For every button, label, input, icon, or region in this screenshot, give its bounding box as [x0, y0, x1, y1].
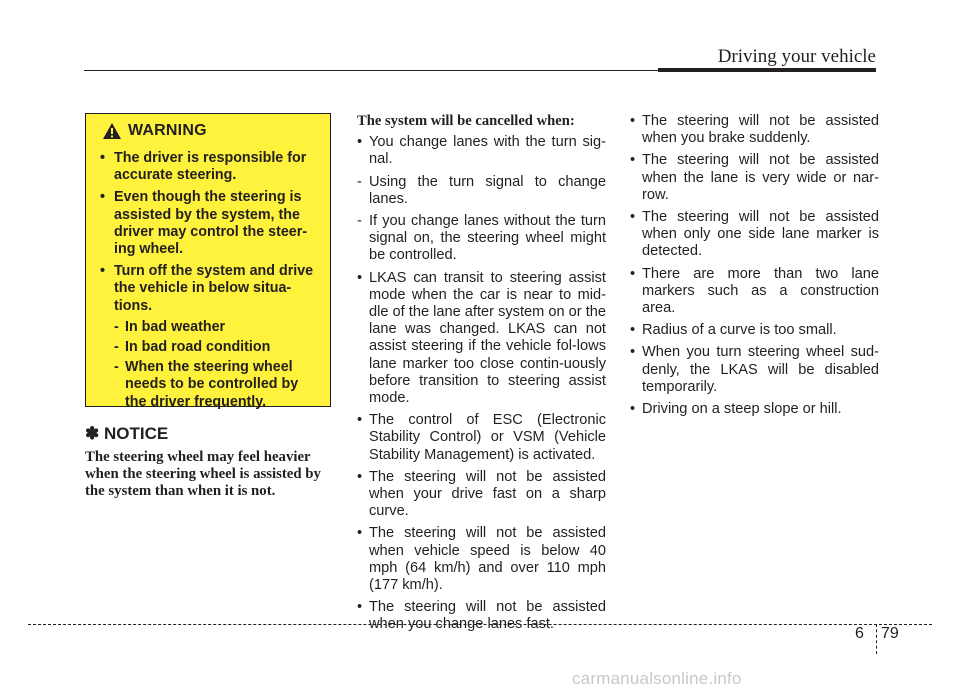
list-item: • Driving on a steep slope or hill.: [630, 401, 842, 418]
chapter-number: 6: [855, 625, 864, 642]
list-item: • The steering will not be assisted when you change lanes fast.: [357, 599, 606, 633]
list-item: • The steering will not be assisted when vehicle speed is below 40 mph (64 km/h) and over 110 mph (177 km/h).: [357, 525, 606, 594]
list-item: • LKAS can transit to steering assist mode when the car is near to mid-dle of the lane after system on or the lane was changed. LKAS can not assist steering if the vehicle fol-lows lane marker too close contin-uously before transition to steering assist mode.: [357, 269, 606, 407]
cancel-lead: The system will be cancelled when:: [357, 113, 575, 129]
warning-triangle-icon: [102, 122, 122, 140]
header-rule-accent: [658, 68, 876, 72]
list-item: • Radius of a curve is too small.: [630, 322, 837, 339]
warning-box: [85, 113, 331, 410]
column-not-assisted: [630, 113, 879, 423]
column-cancel-conditions: [357, 113, 606, 639]
warning-item: • The driver is responsible for accurate steering.: [100, 150, 307, 184]
warning-item: • Even though the steering is assisted by the system, the driver may control the steer-ing wheel.: [100, 189, 308, 258]
warning-title: WARNING: [128, 122, 207, 140]
footer-divider: [876, 624, 877, 654]
list-item: • There are more than two lane markers such as a construction area.: [630, 265, 879, 317]
cancel-list: [357, 134, 606, 633]
list-item: • The steering will not be assisted when your drive fast on a sharp curve.: [357, 468, 606, 520]
warning-sub-item: - In bad road condition: [114, 339, 271, 356]
list-item: • When you turn steering wheel sud-denly, the LKAS will be disabled temporarily.: [630, 344, 879, 395]
list-item: - If you change lanes without the turn signal on, the steering wheel might be controlled.: [357, 213, 606, 264]
footer-rule: [28, 624, 932, 625]
page-number: 79: [881, 625, 899, 642]
warning-list: [100, 150, 322, 411]
warning-header: [102, 122, 322, 140]
list-item: • The steering will not be assisted when the lane is very wide or nar-row.: [630, 152, 879, 203]
list-item: • The steering will not be assisted when you brake suddenly.: [630, 113, 879, 147]
watermark: carmanualsonline.info: [572, 669, 742, 688]
list-item: - Using the turn signal to change lanes.: [357, 173, 606, 207]
list-item: • You change lanes with the turn sig-nal.: [357, 134, 606, 168]
list-item: • The steering will not be assisted when only one side lane marker is detected.: [630, 209, 879, 260]
warning-item: • Turn off the system and drive the vehicle in below situa-tions. - In bad weather - In bad road condition - When the steering wheel needs to be controlled by the driver frequently.: [100, 263, 322, 411]
notice-title: ✽ NOTICE: [85, 424, 169, 443]
warning-sub-item: - In bad weather: [114, 318, 226, 335]
notice-body: The steering wheel may feel heavier when the steering wheel is assisted by the system than when it is not.: [85, 449, 321, 500]
warning-sub-list: [114, 319, 322, 411]
warning-sub-item: - When the steering wheel needs to be controlled by the driver frequently.: [114, 359, 299, 410]
list-item: • The control of ESC (Electronic Stability Control) or VSM (Vehicle Stability Management) is activated.: [357, 412, 606, 463]
section-title: Driving your vehicle: [717, 46, 876, 67]
not-assisted-list: [630, 113, 879, 418]
